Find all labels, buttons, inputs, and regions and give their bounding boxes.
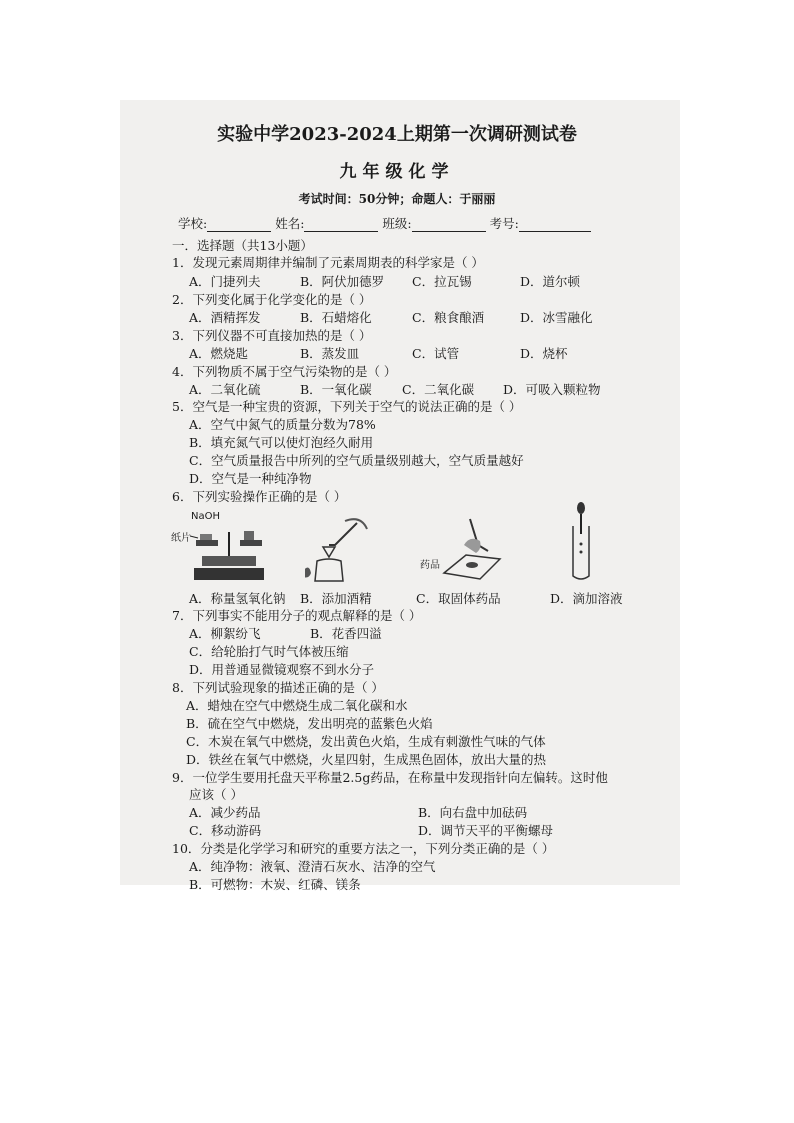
- q3-option-b: B．蒸发皿: [300, 346, 360, 361]
- question-3-stem: 3．下列仪器不可直接加热的是（ ）: [172, 328, 372, 343]
- weight-block: [244, 531, 254, 540]
- q6-option-b: B．添加酒精: [300, 591, 372, 606]
- q4-option-d: D．可吸入颗粒物: [503, 382, 601, 397]
- question-9-stem: 9．一位学生要用托盘天平称量2.5g药品，在称量中发现指针向左偏转。这时他: [172, 770, 608, 785]
- question-1-stem: 1．发现元素周期律并编制了元素周期表的科学家是（ ）: [172, 255, 484, 270]
- q6-option-c: C．取固体药品: [416, 591, 501, 606]
- balance-figure: [190, 522, 270, 584]
- q6-option-a: A．称量氢氧化钠: [189, 591, 286, 606]
- exam-subtitle: 九年级化学: [339, 162, 455, 182]
- balance-base: [194, 568, 264, 580]
- q5-option-b: B．填充氮气可以使灯泡经久耐用: [189, 435, 374, 450]
- q4-option-c: C．二氧化碳: [402, 382, 475, 397]
- q9-option-a: A．减少药品: [189, 805, 261, 820]
- q8-option-d: D．铁丝在氧气中燃烧，火星四射，生成黑色固体，放出大量的热: [186, 752, 547, 767]
- q2-option-b: B．石蜡熔化: [300, 310, 372, 325]
- q5-option-c: C．空气质量报告中所列的空气质量级别越大，空气质量越好: [189, 453, 524, 468]
- question-8-stem: 8．下列试验现象的描述正确的是（ ）: [172, 680, 384, 695]
- question-9-stem-continued: 应该（ ）: [189, 787, 243, 802]
- q7-option-d: D．用普通显微镜观察不到水分子: [189, 662, 375, 677]
- q9-option-b: B．向右盘中加砝码: [418, 805, 528, 820]
- q4-option-b: B．一氧化碳: [300, 382, 372, 397]
- q2-option-a: A．酒精挥发: [189, 310, 261, 325]
- balance-right-pan: [240, 540, 262, 546]
- q3-option-a: A．燃烧匙: [189, 346, 249, 361]
- question-7-stem: 7．下列事实不能用分子的观点解释的是（ ）: [172, 608, 422, 623]
- q7-option-c: C．给轮胎打气时气体被压缩: [189, 644, 349, 659]
- question-6-stem: 6．下列实验操作正确的是（ ）: [172, 489, 347, 504]
- q5-option-a: A．空气中氮气的质量分数为78%: [189, 417, 376, 432]
- q7-option-b: B．花香四溢: [310, 626, 382, 641]
- question-2-stem: 2．下列变化属于化学变化的是（ ）: [172, 292, 372, 307]
- number-label: 考号:: [489, 216, 519, 231]
- school-label: 学校:: [178, 216, 208, 231]
- question-4-stem: 4．下列物质不属于空气污染物的是（ ）: [172, 364, 397, 379]
- q1-option-b: B．阿伏加德罗: [300, 274, 385, 289]
- q10-option-a: A．纯净物：液氧、澄清石灰水、洁净的空气: [189, 859, 436, 874]
- class-label: 班级:: [382, 216, 412, 231]
- dropper-figure: [566, 500, 596, 582]
- name-label: 姓名:: [275, 216, 305, 231]
- q6-option-d: D．滴加溶液: [550, 591, 623, 606]
- q2-option-c: C．粮食酿酒: [412, 310, 485, 325]
- solid-drug-figure: [440, 515, 510, 585]
- name-blank[interactable]: [304, 218, 378, 232]
- class-blank[interactable]: [412, 218, 486, 232]
- q4-option-a: A．二氧化硫: [189, 382, 261, 397]
- school-blank[interactable]: [207, 218, 271, 232]
- q1-option-c: C．拉瓦锡: [412, 274, 472, 289]
- section-heading: 一．选择题（共13小题）: [172, 238, 313, 253]
- number-blank[interactable]: [519, 218, 591, 232]
- q8-option-b: B．硫在空气中燃烧，发出明亮的蓝紫色火焰: [186, 716, 433, 731]
- q9-option-d: D．调节天平的平衡螺母: [418, 823, 554, 838]
- q8-option-a: A．蜡烛在空气中燃烧生成二氧化碳和水: [186, 698, 408, 713]
- q5-option-d: D．空气是一种纯净物: [189, 471, 312, 486]
- naoh-label: NaOH: [191, 511, 220, 522]
- drug-label: 药品: [420, 560, 440, 571]
- q2-option-d: D．冰雪融化: [520, 310, 593, 325]
- q10-option-b: B．可燃物：木炭、红磷、镁条: [189, 877, 361, 892]
- naoh-sample: [200, 534, 212, 540]
- balance-left-pan: [196, 540, 218, 546]
- q1-option-a: A．门捷列夫: [189, 274, 261, 289]
- q9-option-c: C．移动游码: [189, 823, 262, 838]
- q3-option-c: C．试管: [412, 346, 460, 361]
- question-10-stem: 10．分类是化学学习和研究的重要方法之一，下列分类正确的是（ ）: [172, 841, 555, 856]
- exam-title: 实验中学2023-2024上期第一次调研测试卷: [217, 124, 577, 145]
- alcohol-lamp-figure: [305, 515, 375, 585]
- q1-option-d: D．道尔顿: [520, 274, 581, 289]
- balance-beam-body: [202, 556, 256, 566]
- question-5-stem: 5．空气是一种宝贵的资源，下列关于空气的说法正确的是（ ）: [172, 399, 522, 414]
- paper-label: 纸片: [171, 533, 191, 544]
- q7-option-a: A．柳絮纷飞: [189, 626, 261, 641]
- student-info-row: [178, 214, 591, 232]
- q3-option-d: D．烧杯: [520, 346, 568, 361]
- q8-option-c: C．木炭在氧气中燃烧，发出黄色火焰，生成有刺激性气味的气体: [186, 734, 546, 749]
- exam-info: 考试时间：50分钟；命题人：于丽丽: [298, 192, 496, 206]
